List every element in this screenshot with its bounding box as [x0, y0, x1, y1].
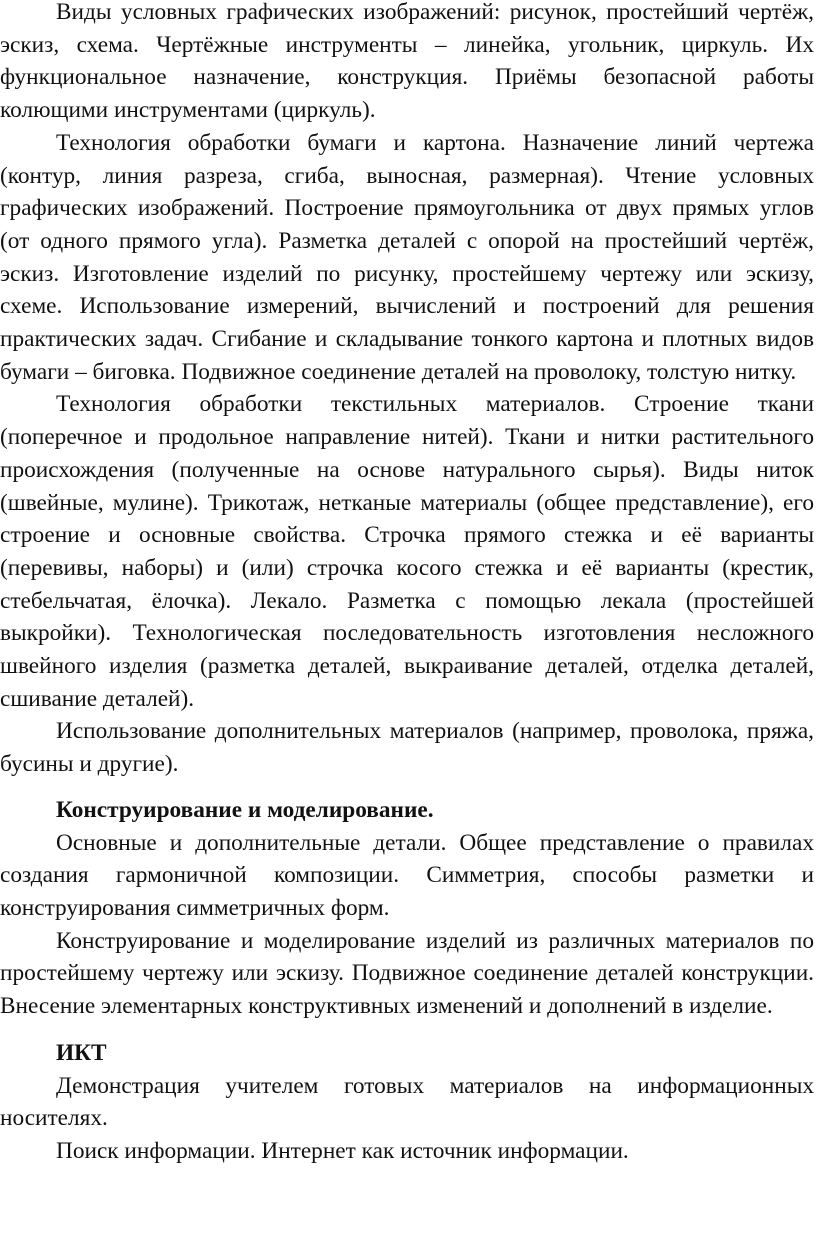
- paragraph-basic-details: Основные и дополнительные детали. Общее представление о правилах создания гармоничной композиции. Симметрия, способы разметки и конструирования симметричных форм.: [0, 829, 814, 921]
- paragraph-paper-technology: Технология обработки бумаги и картона. Назначение линий чертежа (контур, линия разреза, сгиба, выносная, размерная). Чтение условных графических изображений. Построение прямоугольника от двух прямых углов (от одного прямого угла). Разметка деталей с опорой на простейший чертёж, эскиз. Изготовление изделий по рисунку, простейшему чертежу или эскизу, схеме. Использование измерений, вычислений и построений для решения практических задач. Сгибание и складывание тонкого картона и плотных видов бумаги – биговка. Подвижное соединение деталей на проволоку, толстую нитку.: [0, 129, 814, 385]
- paragraph-textile-technology: Технология обработки текстильных материалов. Строение ткани (поперечное и продольное направление нитей). Ткани и нитки растительного происхождения (полученные на основе натурального сырья). Виды ниток (швейные, мулине). Трикотаж, нетканые материалы (общее представление), его строение и основные свойства. Строчка прямого стежка и её варианты (перевивы, наборы) и (или) строчка косого стежка и её варианты (крестик, стебельчатая, ёлочка). Лекало. Разметка с помощью лекала (простейшей выкройки). Технологическая последовательность изготовления несложного швейного изделия (разметка деталей, выкраивание деталей, отделка деталей, сшивание деталей).: [0, 391, 814, 712]
- paragraph-information-search: Поиск информации. Интернет как источник информации.: [56, 1137, 629, 1164]
- paragraph-additional-materials: Использование дополнительных материалов (например, проволока, пряжа, бусины и другие).: [0, 718, 814, 778]
- paragraph-teacher-demonstration: Демонстрация учителем готовых материалов на информационных носителях.: [0, 1072, 814, 1132]
- section-heading-ikt: ИКТ: [56, 1039, 107, 1066]
- paragraph-graphic-images: Виды условных графических изображений: рисунок, простейший чертёж, эскиз, схема. Чертёжные инструменты – линейка, угольник, циркуль. Их функциональное назначение, конструкция. Приёмы безопасной работы колющими инструментами (циркуль).: [0, 0, 814, 124]
- section-heading-construction: Конструирование и моделирование.: [56, 796, 434, 823]
- paragraph-construction-modeling: Конструирование и моделирование изделий из различных материалов по простейшему чертежу или эскизу. Подвижное соединение деталей конструкции. Внесение элементарных конструктивных изменений и дополнений в изделие.: [0, 927, 814, 1020]
